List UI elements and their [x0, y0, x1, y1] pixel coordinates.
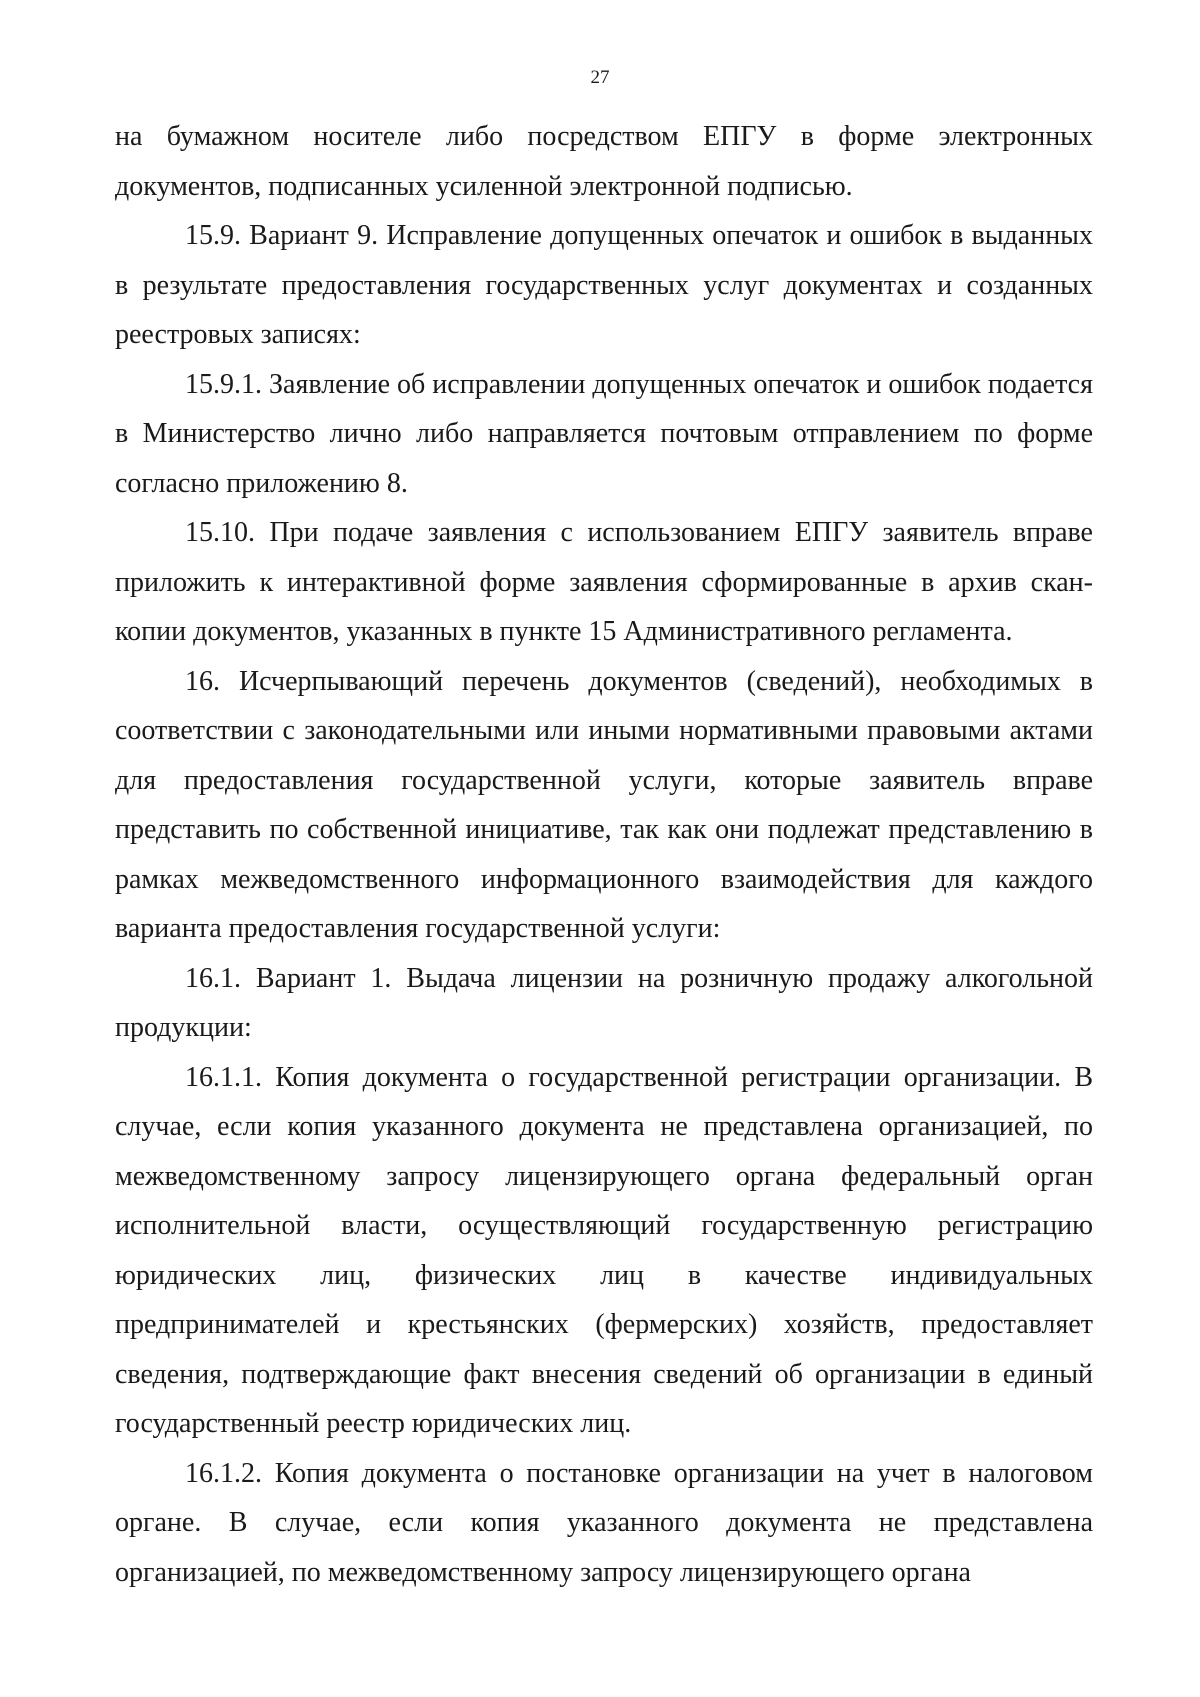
document-body [115, 112, 1093, 1597]
page-number: 27 [590, 67, 610, 88]
paragraph-16-1-1: 16.1.1. Копия документа о государственной регистрации организации. В случае, если копия указанного документа не представлена организацией, по межведомственному запросу лицензирующего органа федеральный орган исполнительной власти, осуществляющий государственную регистрацию юридических лиц, физических лиц в качестве индивидуальных предпринимателей и крестьянских (фермерских) хозяйств, предоставляет сведения, подтверждающие факт внесения сведений об организации в единый государственный реестр юридических лиц. [115, 1061, 1093, 1439]
paragraph-16-1-2: 16.1.2. Копия документа о постановке организации на учет в налоговом органе. В случае, если копия указанного документа не представлена организацией, по межведомственному запросу лицензирующего органа [115, 1457, 1093, 1588]
paragraph-continuation: на бумажном носителе либо посредством ЕПГУ в форме электронных документов, подписанных усиленной электронной подписью. [115, 121, 1093, 202]
paragraph-15-9: 15.9. Вариант 9. Исправление допущенных опечаток и ошибок в выданных в результате предоставления государственных услуг документах и созданных реестровых записях: [115, 220, 1093, 350]
paragraph-15-9-1: 15.9.1. Заявление об исправлении допущенных опечаток и ошибок подается в Министерство лично либо направляется почтовым отправлением по форме согласно приложению 8. [115, 368, 1093, 499]
paragraph-16-1: 16.1. Вариант 1. Выдача лицензии на розничную продажу алкогольной продукции: [115, 962, 1093, 1043]
paragraph-15-10: 15.10. При подаче заявления с использованием ЕПГУ заявитель вправе приложить к интерактивной форме заявления сформированные в архив скан-копии документов, указанных в пункте 15 Административного регламента. [115, 517, 1093, 647]
paragraph-16: 16. Исчерпывающий перечень документов (сведений), необходимых в соответствии с законодательными или иными нормативными правовыми актами для предоставления государственной услуги, которые заявитель вправе представить по собственной инициативе, так как они подлежат представлению в рамках межведомственного информационного взаимодействия для каждого варианта предоставления государственной услуги: [115, 665, 1093, 944]
